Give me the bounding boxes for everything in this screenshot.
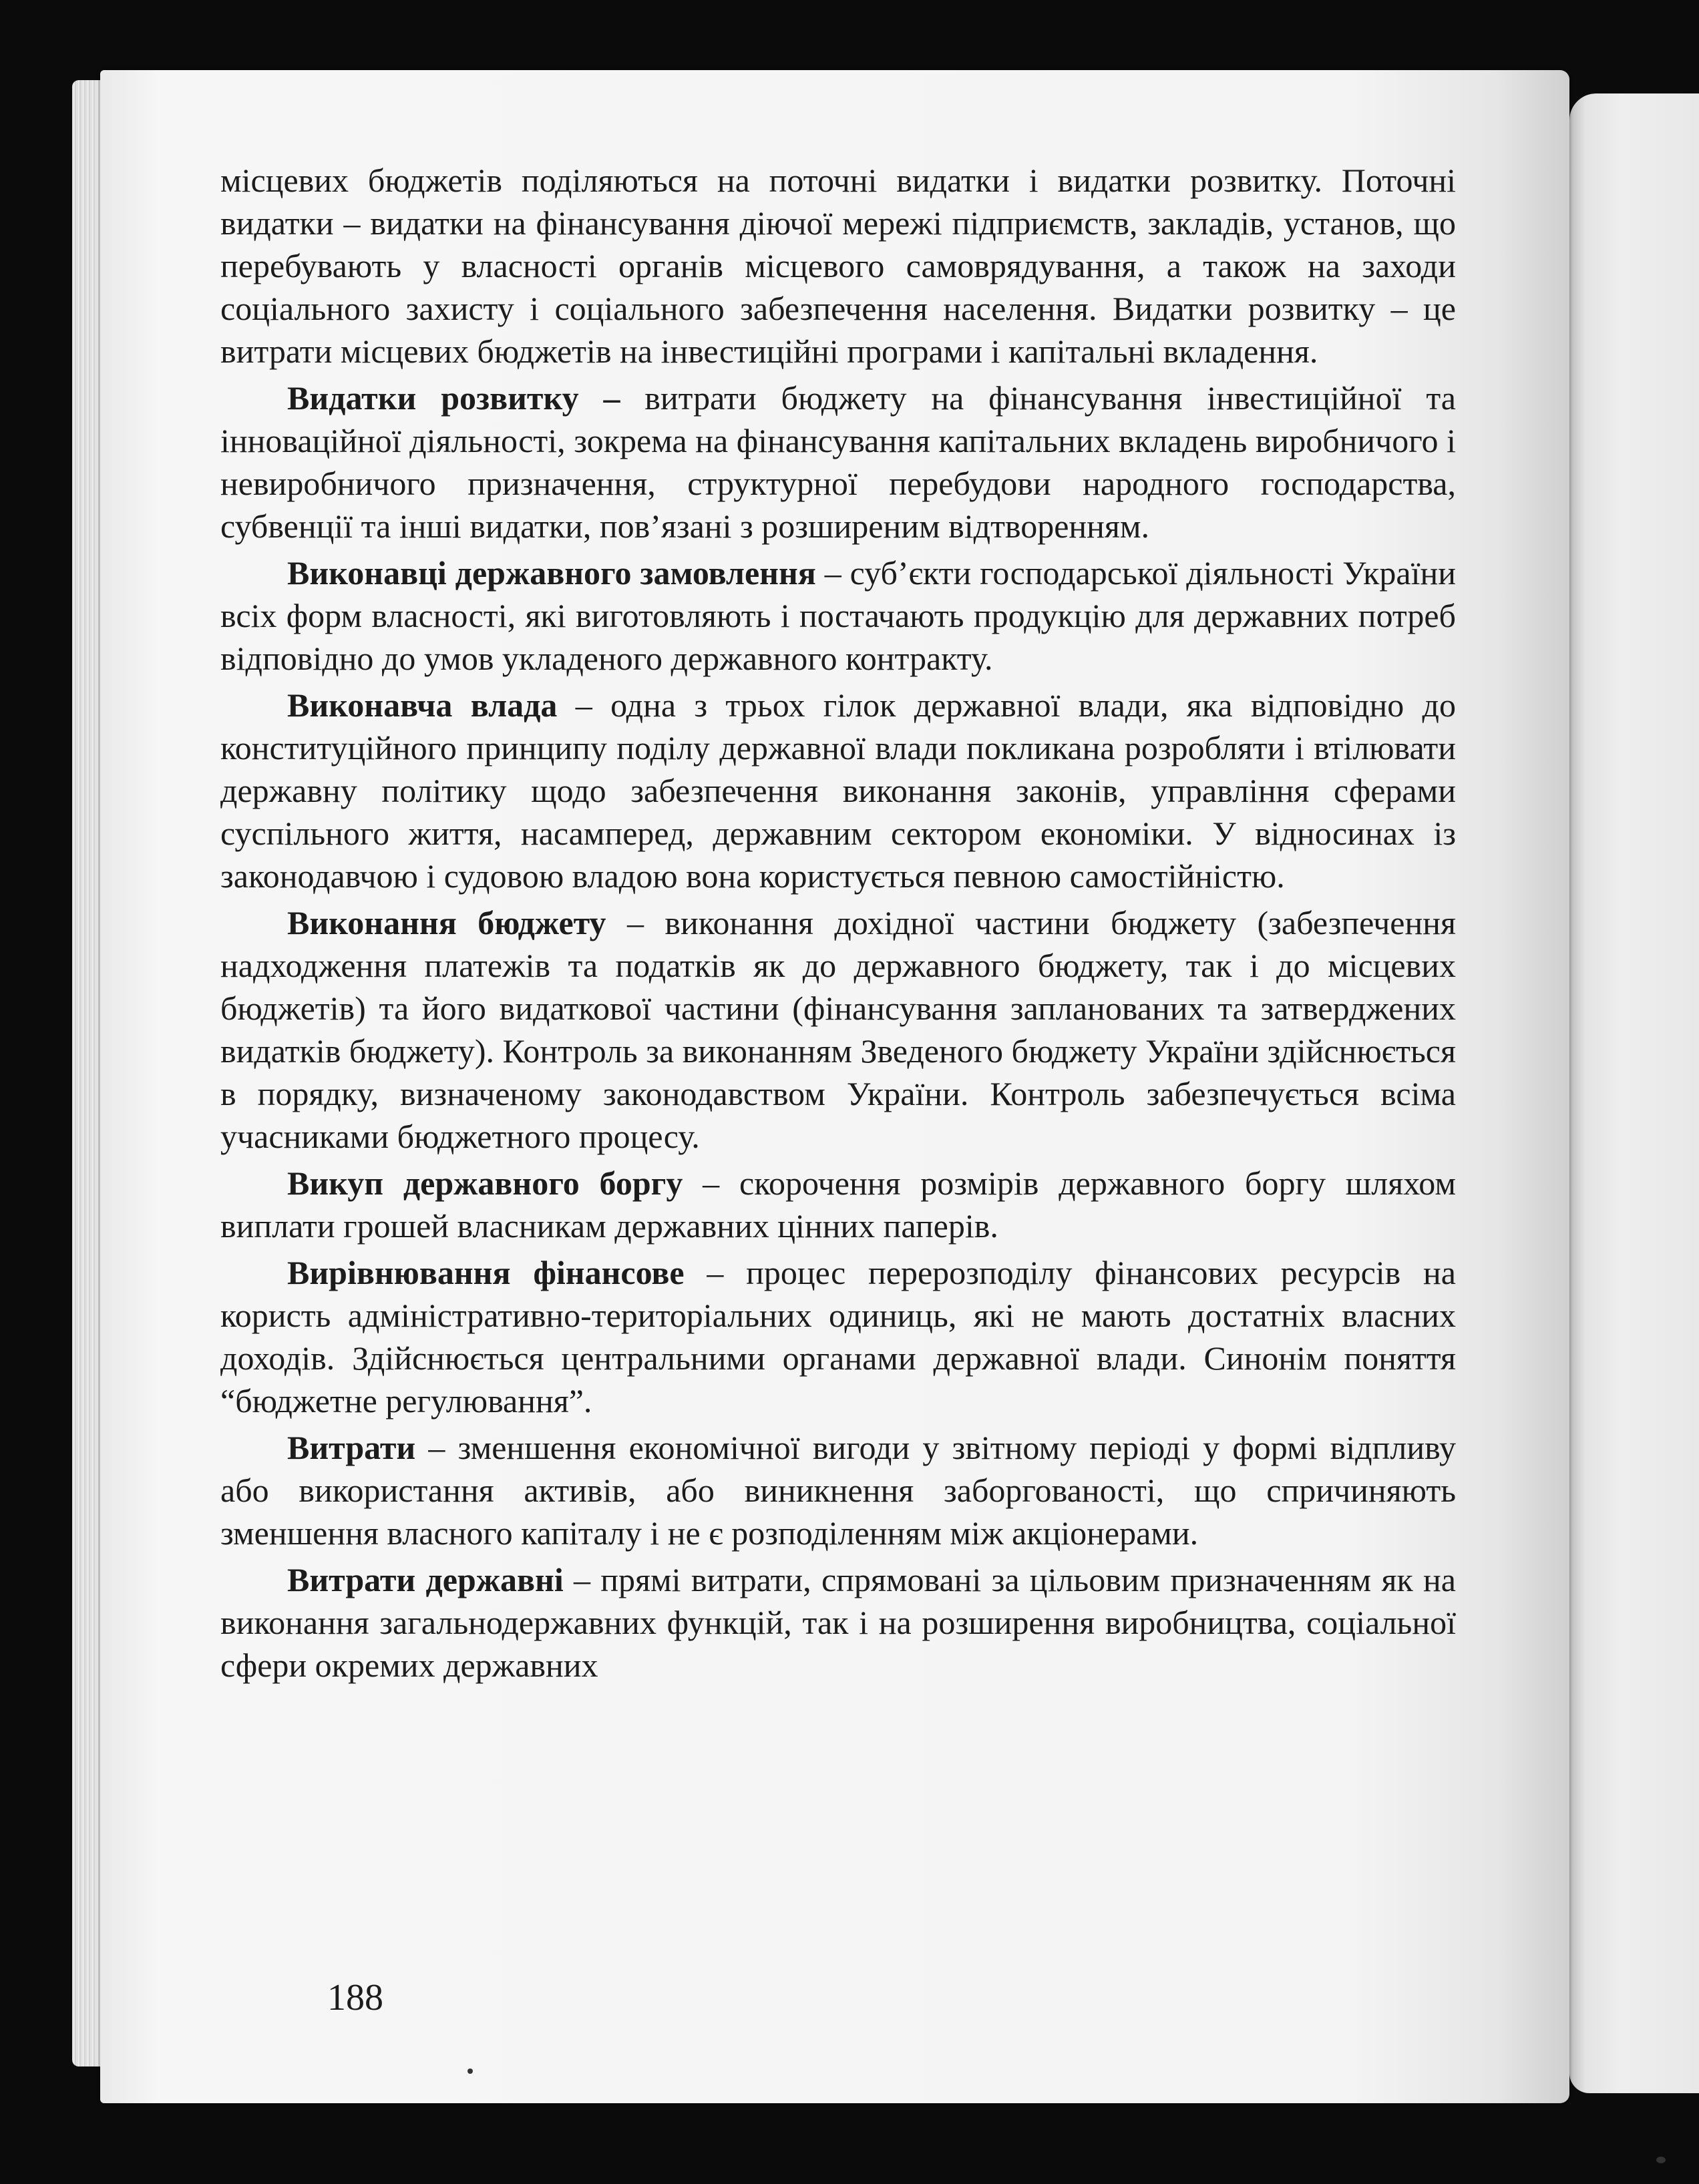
entry-definition: – виконання дохідної частини бюджету (забезпечення надходження платежів та податків як до державного бюджету, так і до місцевих бюджетів) та його видаткової частини (фінансування запланованих та затверджених видатків бюджету). Контроль за виконанням Зведеного бюджету України здійснюється в порядку, визначеному законодавством України. Контроль забезпечується всіма учасниками бюджетного процесу. [220,904,1456,1155]
entry-term: Витрати державні [287,1561,564,1598]
entry-term: Витрати [287,1429,416,1466]
glossary-entry [220,1162,1456,1247]
glossary-entry [220,901,1456,1158]
adjacent-page [1569,93,1699,2093]
entry-definition: – суб’єкти господарської діяльності України всіх форм власності, які виготовляють і постачають продукцію для державних потреб відповідно до умов укладеного державного контракту. [220,554,1457,677]
entry-term: Видатки розвитку – [287,379,620,417]
glossary-entry [220,1558,1456,1687]
entry-definition: – прямі витрати, спрямовані за цільовим призначенням як на виконання загальнодержавних функцій, так і на розширення виробництва, соціальної сфери окремих державних [220,1561,1456,1684]
entry-definition: витрати бюджету на фінансування інвестиційної та інноваційної діяльності, зокрема на фінансування капітальних вкладень виробничого і невиробничого призначення, структурної перебудови народного господарства, субвенції та інші видатки, пов’язані з розширеним відтворенням. [220,379,1456,545]
glossary-entry [220,1426,1456,1554]
page-text [220,159,1456,1687]
entry-definition: – одна з трьох гілок державної влади, яка відповідно до конституційного принципу поділу державної влади покликана розробляти і втілювати державну політику щодо забезпечення виконання законів, управління сферами суспільного життя, насамперед, державним сектором економіки. У відносинах із законодавчою і судовою владою вона користується певною самостійністю. [220,686,1457,895]
intro-paragraph: місцевих бюджетів поділяються на поточні видатки і видатки розвитку. Поточні видатки – видатки на фінансування діючої мережі підприємств, закладів, установ, що перебувають у власності органів місцевого самоврядування, а також на заходи соціального захисту і соціального забезпечення населення. Видатки розвитку – це витрати місцевих бюджетів на інвестиційні програми і капітальні вкладення. [220,162,1456,370]
glossary-entry [220,1251,1456,1422]
dust-speck [1656,2157,1666,2163]
entry-term: Викуп державного боргу [287,1164,683,1202]
entry-term: Виконання бюджету [287,904,606,941]
entry-definition: – скорочення розмірів державного боргу шляхом виплати грошей власникам державних цінних паперів. [220,1164,1456,1245]
glossary-entry [220,377,1456,548]
page-number: 188 [327,1977,383,2018]
entry-term: Вирівнювання фінансове [287,1254,685,1291]
entry-definition: – процес перерозподілу фінансових ресурсів на користь адміністративно-територіальних одиниць, які не мають достатніх власних доходів. Здійснюється центральними органами державної влади. Синонім поняття “бюджетне регулювання”. [220,1254,1456,1419]
entry-term: Виконавча влада [287,686,558,724]
glossary-entry [220,684,1456,897]
entry-definition: – зменшення економічної вигоди у звітному періоді у формі відпливу або використання активів, або виникнення заборгованості, що спричиняють зменшення власного капіталу і не є розподіленням між акціонерами. [220,1429,1456,1552]
glossary-entry [220,552,1456,680]
dust-speck [467,2068,473,2074]
entry-term: Виконавці державного замовлення [287,554,816,592]
